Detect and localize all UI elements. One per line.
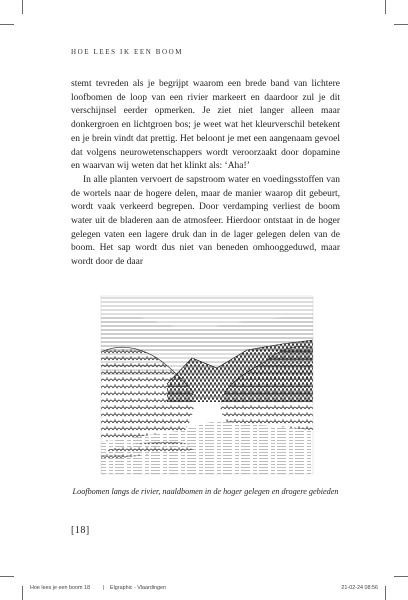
slug-file: Hoe lees je een boom 18 <box>30 585 90 591</box>
slug-datetime: 21-02-24 08:56 <box>341 585 378 591</box>
page-number: [18] <box>71 525 90 536</box>
crop-mark <box>385 586 386 600</box>
crop-mark <box>394 24 408 25</box>
crop-mark <box>0 576 14 577</box>
paragraph: In alle planten vervoert de sapstroom water en voedingsstoffen van de wortels naar de hogere delen, maar de manier waarop dit gebeurt, wordt vaak verkeerd begrepen. Door verdamping verliest de boom water uit de bladeren aan de atmosfeer. Hierdoor ontstaat in de hoger gelegen vaten een lagere druk dan in de lager gelegen delen van de boom. Het sap wordt dus niet van beneden omhooggeduwd, maar wordt door de daar <box>71 174 340 268</box>
figure-caption: Loofbomen langs de rivier, naaldbomen in de hoger gelegen en drogere gebieden <box>72 487 339 496</box>
slug-separator: | <box>103 585 105 591</box>
crop-mark <box>385 0 386 14</box>
crop-mark <box>394 576 408 577</box>
running-head: HOE LEES IK EEN BOOM <box>71 48 184 56</box>
body-text <box>71 78 340 270</box>
river-forest-illustration <box>97 292 317 478</box>
crop-mark <box>0 24 14 25</box>
crop-mark <box>22 0 23 14</box>
slug-printer: Elgraphic - Vlaardingen <box>110 585 167 591</box>
paragraph: stemt tevreden als je begrijpt waarom een brede band van lichtere loofbomen de loop van een rivier markeert en daardoor zul je dit verschijnsel eerder opmerken. Je ziet niet langer alleen maar donkergroen en lichtgroen bos; je weet wat het kleurverschil betekent en je brein vindt dat prettig. Het beloont je met een aangenaam gevoel dat volgens neurowetenschappers wordt veroorzaakt door dopamine en waarvan wij weten dat het klinkt als: ‘Aha!’ <box>71 79 340 172</box>
crop-mark <box>22 586 23 600</box>
